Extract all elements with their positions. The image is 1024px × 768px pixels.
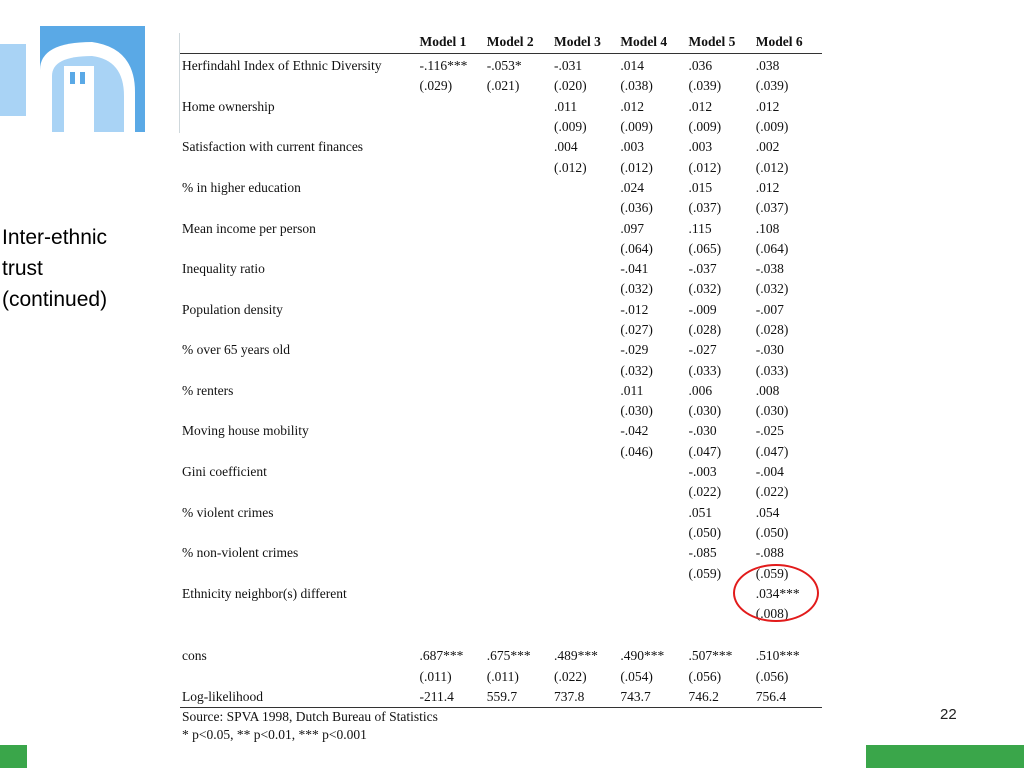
estimate-cell [485,178,552,198]
stderr-cell [418,401,485,421]
empty-cell [180,279,418,299]
loglik-cell: -211.4 [419,689,454,705]
table-row [180,584,822,604]
stderr-cell: (.059) [755,565,789,581]
stderr-cell [618,563,686,583]
footer-accent-right [866,745,1024,768]
estimate-cell: -.009 [688,301,717,317]
variable-label: % violent crimes [182,504,274,520]
variable-label: Log-likelihood [182,689,263,705]
variable-label: Gini coefficient [182,464,267,480]
stderr-cell [418,360,485,380]
estimate-cell: .003 [688,139,713,155]
empty-cell [180,198,418,218]
estimate-cell: .004 [554,139,578,155]
stderr-cell: (.009) [688,119,722,135]
stderr-cell: (.059) [688,565,722,581]
empty-cell [180,482,418,502]
stderr-cell [485,320,552,340]
stderr-cell: (.020) [554,78,587,94]
table-row [180,421,822,441]
loglik-cell: 756.4 [755,689,787,705]
estimate-cell: .011 [554,98,578,114]
stderr-cell: (.012) [620,159,653,175]
estimate-cell: -.116*** [419,58,468,74]
stderr-cell: (.032) [620,281,653,297]
stderr-cell [418,279,485,299]
table-row-se [180,117,822,137]
estimate-cell: -.053* [486,58,522,74]
stderr-cell: (.022) [688,484,722,500]
estimate-cell: -.029 [620,342,649,358]
stderr-cell: (.032) [688,281,722,297]
estimate-cell [418,178,485,198]
estimate-cell: .507*** [688,648,733,664]
loglik-cell: 737.8 [554,689,585,705]
table-row [180,340,822,360]
table-row [180,543,822,563]
stderr-cell [618,523,686,543]
table-row [180,381,822,401]
stderr-cell [485,239,552,259]
regression-table [180,31,822,708]
table-row-se [180,401,822,421]
stderr-cell: (.030) [688,403,722,419]
estimate-cell [618,543,686,563]
estimate-cell: -.027 [688,342,717,358]
table-row-se [180,360,822,380]
stderr-cell: (.056) [755,668,789,684]
header-cell: Model 4 [620,34,668,49]
variable-label: % in higher education [182,179,301,195]
estimate-cell [418,503,485,523]
table-row [180,178,822,198]
estimate-cell [418,259,485,279]
empty-cell [180,117,418,137]
estimate-cell [485,503,552,523]
estimate-cell [418,340,485,360]
variable-label: % renters [182,382,234,398]
stderr-cell: (.011) [486,668,519,684]
estimate-cell: -.041 [620,261,649,277]
estimate-cell [418,97,485,117]
table-row-se [180,667,822,687]
estimate-cell: .115 [688,220,712,236]
stderr-cell [418,482,485,502]
table-row [180,300,822,320]
estimate-cell: .012 [755,98,780,114]
estimate-cell [485,381,552,401]
table-row-se [180,239,822,259]
table-row-se [180,482,822,502]
stderr-cell [418,198,485,218]
table-row [180,54,822,77]
stderr-cell [418,117,485,137]
estimate-cell: .006 [688,382,713,398]
estimate-cell: .490*** [620,648,665,664]
estimate-cell [552,543,618,563]
estimate-cell [618,462,686,482]
table-row-se [180,198,822,218]
stderr-cell: (.009) [620,119,653,135]
estimate-cell [552,381,618,401]
estimate-cell [418,584,485,604]
stderr-cell: (.033) [688,362,722,378]
empty-cell [180,320,418,340]
stderr-cell [485,360,552,380]
header-cell: Model 3 [554,34,601,49]
estimate-cell: .024 [620,179,644,195]
estimate-cell [418,421,485,441]
estimate-cell: -.042 [620,423,649,439]
stderr-cell: (.012) [688,159,722,175]
slide-title-line: (continued) [2,288,108,311]
estimate-cell: .014 [620,58,644,74]
estimate-cell [552,178,618,198]
header-cell [180,31,418,54]
estimate-cell: .008 [755,382,780,398]
estimate-cell: .011 [620,382,644,398]
slide-title [2,222,107,315]
header-cell: Model 6 [755,34,803,49]
stderr-cell [418,239,485,259]
estimate-cell: .038 [755,58,780,74]
stderr-cell: (.030) [755,403,789,419]
stderr-cell [552,320,618,340]
table-row [180,503,822,523]
table-notes [182,708,438,744]
estimate-cell: -.085 [688,545,717,561]
estimate-cell: -.003 [688,464,717,480]
estimate-cell [552,421,618,441]
table-row-se [180,442,822,462]
estimate-cell [618,503,686,523]
stderr-cell: (.050) [688,524,722,540]
stderr-cell [485,442,552,462]
stderr-cell [485,604,552,624]
loglik-cell: 746.2 [688,689,719,705]
estimate-cell: .036 [688,58,713,74]
estimate-cell [552,340,618,360]
estimate-cell: .510*** [755,648,800,664]
empty-cell [180,239,418,259]
estimate-cell: -.031 [554,58,583,74]
estimate-cell: .003 [620,139,644,155]
stderr-cell: (.012) [755,159,789,175]
stderr-cell [485,198,552,218]
stderr-cell: (.047) [688,443,722,459]
stderr-cell [485,563,552,583]
header-cell: Model 5 [688,34,736,49]
estimate-cell: .012 [755,179,780,195]
stderr-cell: (.008) [755,606,789,622]
stderr-cell: (.054) [620,668,653,684]
estimate-cell: .034*** [755,585,800,601]
estimate-cell [485,300,552,320]
estimate-cell [418,381,485,401]
stderr-cell [552,198,618,218]
table-header-row [180,31,822,54]
stderr-cell: (.022) [554,668,587,684]
stderr-cell: (.032) [620,362,653,378]
estimate-cell [485,584,552,604]
estimate-cell: .687*** [419,648,464,664]
empty-cell [180,667,418,687]
estimate-cell: .002 [755,139,780,155]
slide-title-line: trust [2,257,43,280]
estimate-cell [485,543,552,563]
estimate-cell [485,259,552,279]
stderr-cell: (.009) [554,119,587,135]
estimate-cell: .012 [688,98,713,114]
estimate-cell: .108 [755,220,780,236]
stderr-cell: (.021) [486,78,520,94]
stderr-cell: (.047) [755,443,789,459]
estimate-cell [618,584,686,604]
empty-cell [180,76,418,96]
table-row-se [180,604,822,624]
loglik-cell: 743.7 [620,689,651,705]
empty-cell [180,563,418,583]
table-body [180,54,822,708]
header-cell: Model 2 [486,34,534,49]
stderr-cell: (.039) [688,78,722,94]
variable-label: Moving house mobility [182,423,309,439]
loglik-row [180,687,822,708]
source-note: Source: SPVA 1998, Dutch Bureau of Statistics [182,709,438,724]
estimate-cell [552,218,618,238]
stderr-cell [485,157,552,177]
estimate-cell [418,462,485,482]
variable-label: cons [182,648,207,664]
stderr-cell [485,117,552,137]
estimate-cell [485,97,552,117]
estimate-cell [418,543,485,563]
estimate-cell: -.030 [755,342,784,358]
stderr-cell [618,604,686,624]
estimate-cell: -.025 [755,423,784,439]
variable-label: Mean income per person [182,220,316,236]
stderr-cell [552,604,618,624]
estimate-cell: -.088 [755,545,784,561]
empty-cell [180,360,418,380]
stderr-cell [552,563,618,583]
significance-note: * p<0.05, ** p<0.01, *** p<0.001 [182,727,367,742]
spacer-cell [180,624,822,646]
variable-label: Satisfaction with current finances [182,139,364,155]
table-row [180,137,822,157]
stderr-cell: (.030) [620,403,653,419]
variable-label: Ethnicity neighbor(s) different [182,585,347,601]
stderr-cell [418,320,485,340]
table-row [180,218,822,238]
estimate-cell: -.037 [688,261,717,277]
stderr-cell [552,482,618,502]
table-row [180,97,822,117]
estimate-cell: -.030 [688,423,717,439]
stderr-cell: (.022) [755,484,789,500]
estimate-cell: .054 [755,504,780,520]
stderr-cell [552,401,618,421]
table-row [180,462,822,482]
variable-label: Inequality ratio [182,261,265,277]
stderr-cell [485,523,552,543]
highlight-circle [733,564,819,622]
table-row [180,259,822,279]
stderr-cell [485,401,552,421]
stderr-cell: (.064) [620,240,653,256]
header-cell: Model 1 [419,34,467,49]
stderr-cell: (.046) [620,443,653,459]
stderr-cell: (.011) [419,668,452,684]
table-row [180,646,822,666]
stderr-cell [418,442,485,462]
estimate-cell [485,421,552,441]
estimate-cell: -.007 [755,301,784,317]
stderr-cell: (.039) [755,78,789,94]
estimate-cell: .051 [688,504,713,520]
stderr-cell: (.065) [688,240,722,256]
stderr-cell [618,482,686,502]
stderr-cell: (.027) [620,322,653,337]
variable-label: Population density [182,301,283,317]
variable-label: Herfindahl Index of Ethnic Diversity [182,58,382,74]
variable-label: % over 65 years old [182,342,290,358]
variable-label: Home ownership [182,98,275,114]
estimate-cell [552,462,618,482]
logo-icon [0,0,150,135]
stderr-cell: (.028) [688,322,722,337]
stderr-cell [485,482,552,502]
estimate-cell [485,340,552,360]
stderr-cell: (.033) [755,362,789,378]
table-row-se [180,523,822,543]
page-number: 22 [940,706,957,723]
footer-accent-left [0,745,27,768]
stderr-cell: (.064) [755,240,789,256]
stderr-cell [418,157,485,177]
stderr-cell: (.029) [419,78,453,94]
estimate-cell: -.004 [755,464,784,480]
empty-cell [180,442,418,462]
estimate-cell [418,218,485,238]
empty-cell [180,401,418,421]
estimate-cell: .012 [620,98,644,114]
estimate-cell: -.038 [755,261,784,277]
slide-title-line: Inter-ethnic [2,226,108,249]
stderr-cell: (.037) [688,200,722,216]
empty-cell [180,523,418,543]
stderr-cell: (.050) [755,524,789,540]
estimate-cell: .097 [620,220,644,236]
estimate-cell [418,137,485,157]
estimate-cell [485,462,552,482]
table-row-se [180,76,822,96]
estimate-cell: -.012 [620,301,649,317]
stderr-cell [418,604,485,624]
estimate-cell: .015 [688,179,713,195]
stderr-cell [552,523,618,543]
estimate-cell [418,300,485,320]
stderr-cell: (.036) [620,200,653,216]
estimate-cell [552,259,618,279]
stderr-cell [552,360,618,380]
spacer-row [180,624,822,646]
stderr-cell [552,279,618,299]
table-row-se [180,157,822,177]
table-row-se [180,320,822,340]
stderr-cell [418,523,485,543]
estimate-cell [485,218,552,238]
estimate-cell [552,503,618,523]
variable-label: % non-violent crimes [182,545,299,561]
stderr-cell: (.037) [755,200,789,216]
stderr-cell: (.028) [755,322,789,337]
stderr-cell: (.038) [620,78,653,94]
stderr-cell: (.009) [755,119,789,135]
estimate-cell [552,300,618,320]
estimate-cell: .489*** [554,648,598,664]
loglik-cell: 559.7 [486,689,518,705]
table-row-se [180,279,822,299]
estimate-cell: .675*** [486,648,531,664]
stderr-cell: (.056) [688,668,722,684]
stderr-cell [418,563,485,583]
empty-cell [180,604,418,624]
stderr-cell: (.032) [755,281,789,297]
stderr-cell [552,442,618,462]
table-row-se [180,563,822,583]
estimate-cell [485,137,552,157]
stderr-cell [552,239,618,259]
estimate-cell [552,584,618,604]
empty-cell [180,157,418,177]
stderr-cell [485,279,552,299]
stderr-cell: (.012) [554,159,587,175]
